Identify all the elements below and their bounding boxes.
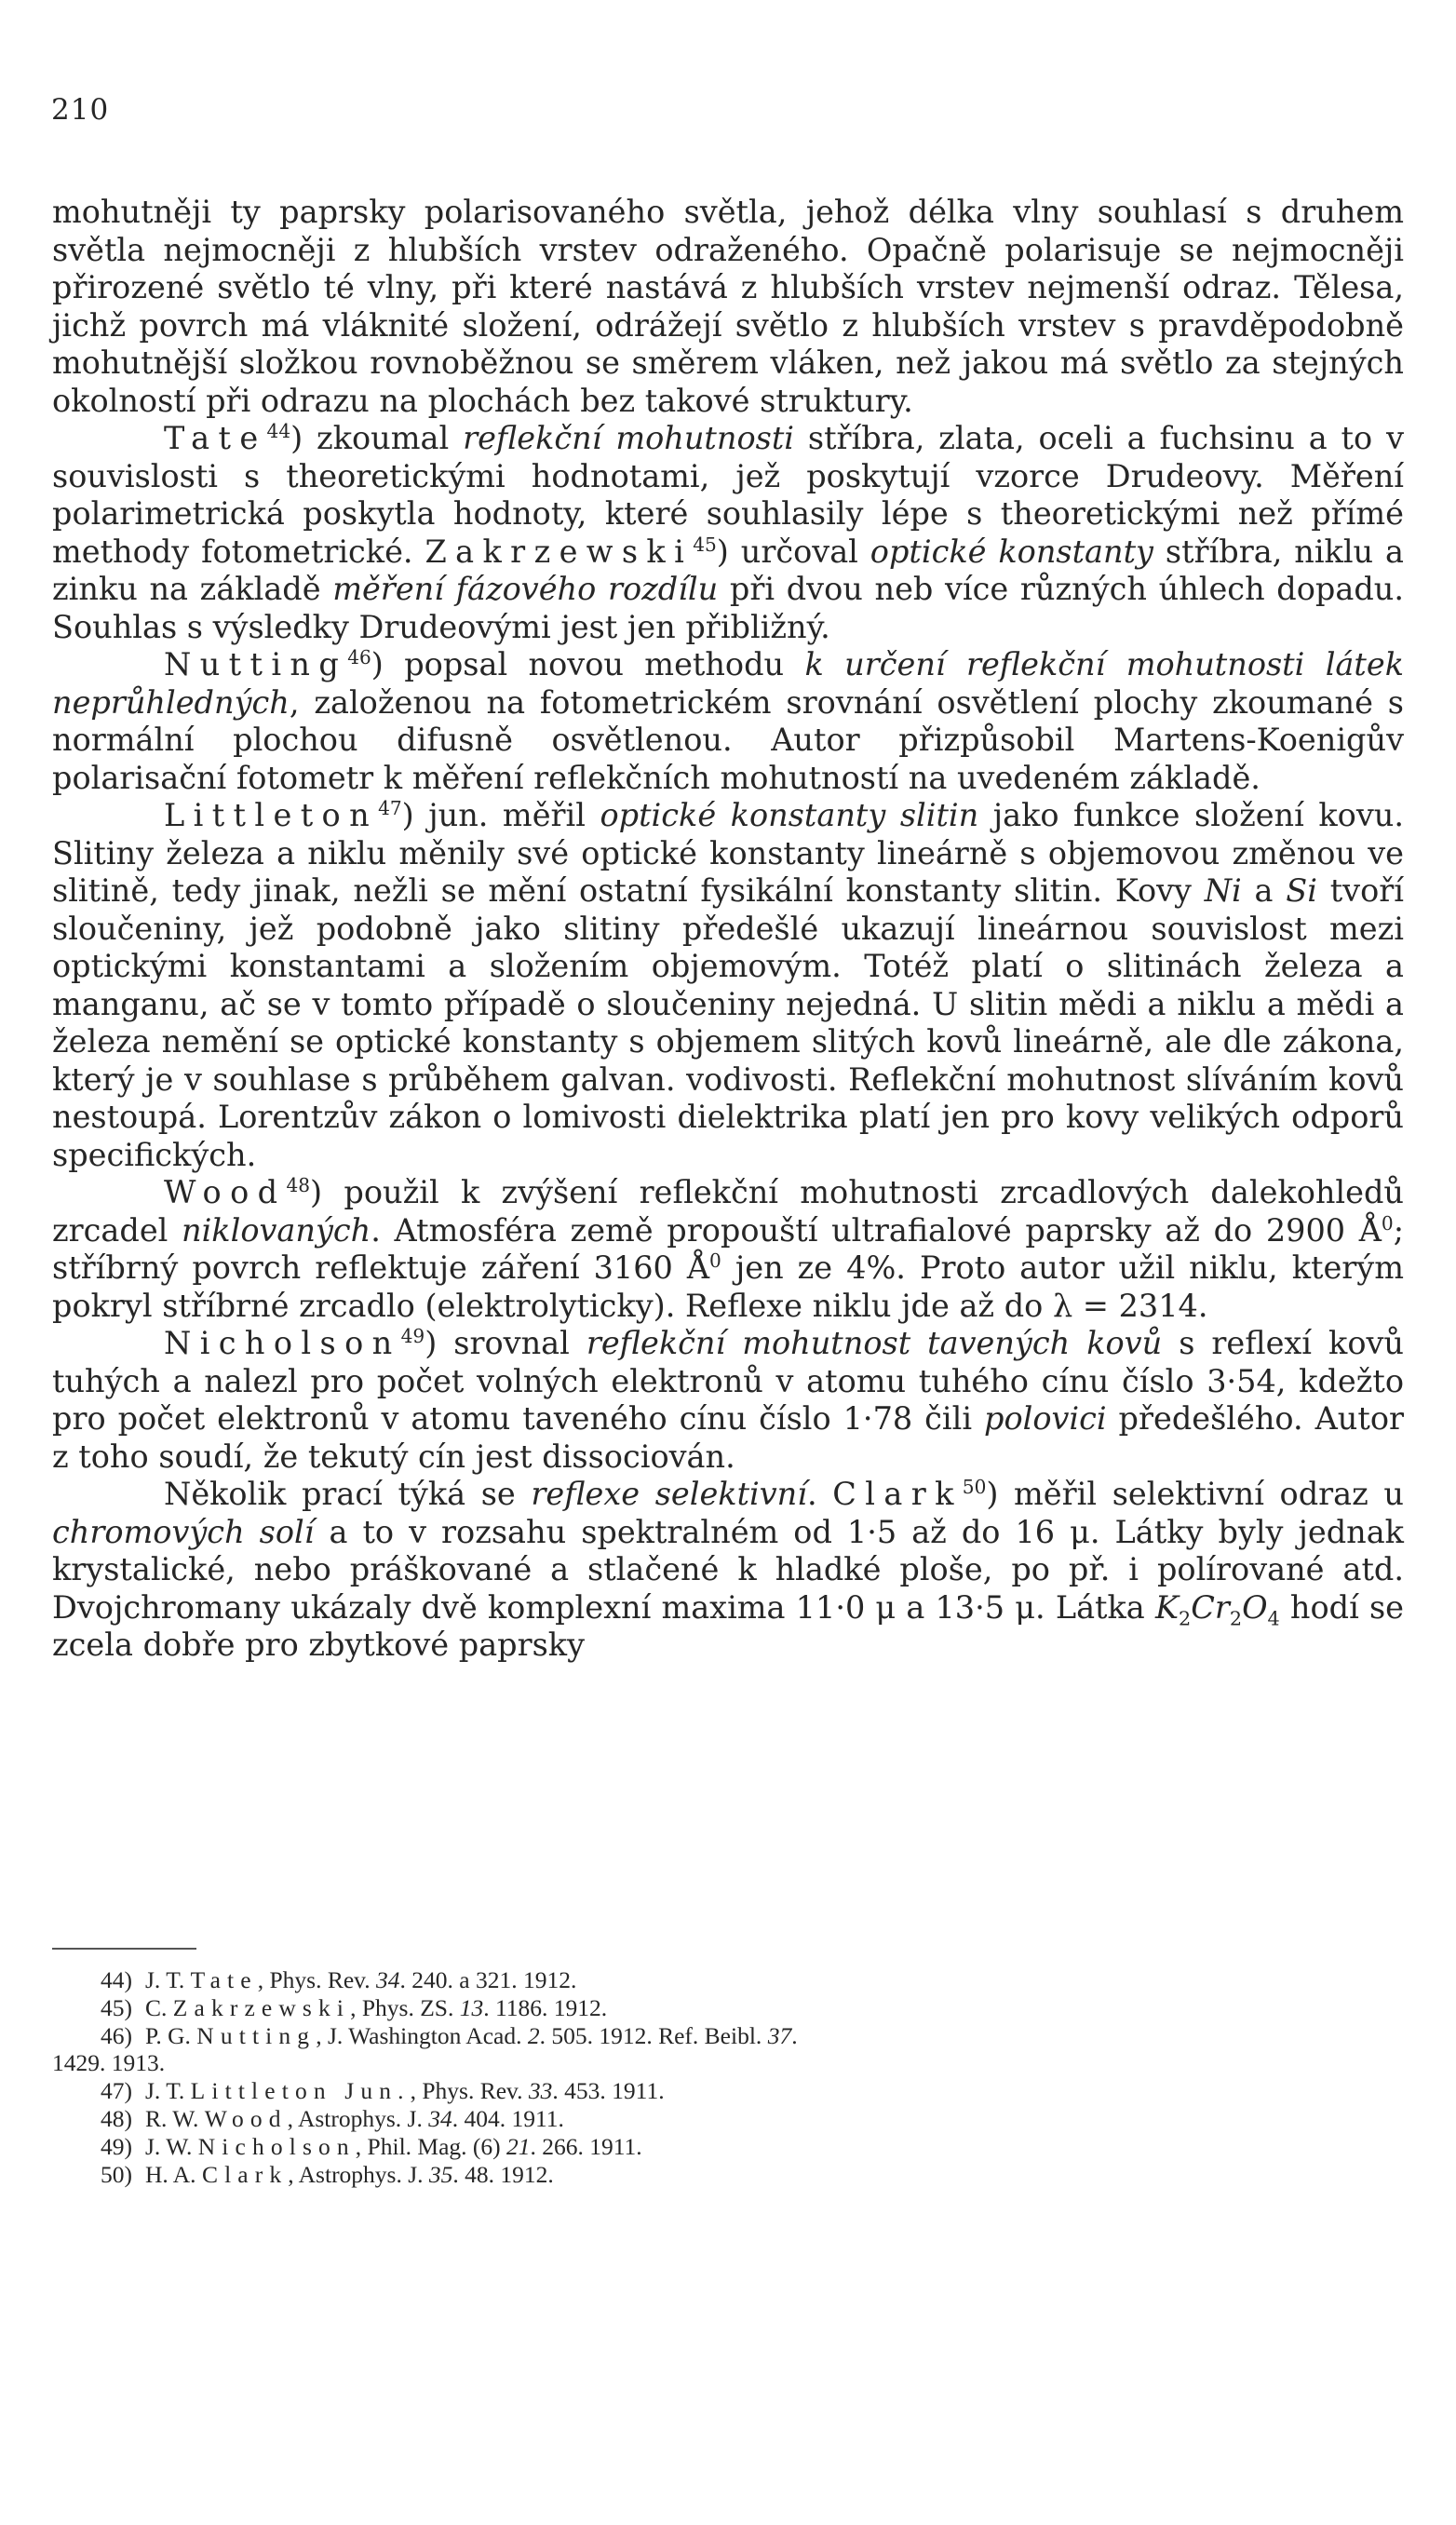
text-run: ) srovnal: [425, 1325, 586, 1361]
text-run: J. T.: [145, 2077, 191, 2105]
text-run: ; stříbrný povrch reflektuje záření 3160 Å: [52, 1211, 1404, 1286]
italic-text: 35: [428, 2160, 453, 2188]
paragraph: [52, 797, 1404, 1174]
subscript: 2: [1229, 1607, 1243, 1630]
text-run: .: [791, 2021, 798, 2049]
footnote: [52, 1994, 1404, 2022]
author-name: Wood: [164, 1174, 287, 1210]
italic-text: O: [1242, 1588, 1268, 1626]
paragraph: [52, 420, 1404, 646]
italic-text: Cr: [1191, 1588, 1230, 1626]
text-run: . 1186. 1912.: [483, 1993, 608, 2021]
footnote: [52, 2105, 1404, 2133]
italic-text: 2: [527, 2021, 540, 2049]
text-run: . 453. 1911.: [552, 2077, 665, 2105]
footnote: [52, 2161, 1404, 2189]
italic-text: optické konstanty: [870, 533, 1153, 570]
footnote-number: 45): [101, 1993, 132, 2021]
italic-text: 34: [428, 2104, 452, 2132]
text-run: ) jun. měřil: [401, 797, 600, 833]
text-run: stříbra, niklu a zinku na základě: [52, 533, 1405, 607]
text-run: , J. Washington Acad.: [316, 2021, 528, 2049]
author-name: Clark: [832, 1476, 963, 1512]
italic-text: Ni: [1204, 872, 1242, 909]
footnote-number: 50): [101, 2160, 132, 2188]
italic-text: niklovaných: [182, 1211, 371, 1249]
text-run: Několik prací týká se: [164, 1476, 532, 1512]
author-name: Littleton Jun.: [190, 2077, 411, 2105]
author-name: Nutting: [164, 646, 348, 682]
text-run: J. T.: [145, 1966, 191, 1993]
text-run: J. W.: [145, 2132, 198, 2160]
paragraph: [52, 1174, 1404, 1325]
footnote-reference: 0: [1381, 1211, 1394, 1235]
italic-text: 33: [528, 2077, 553, 2105]
footnote-reference: 45: [693, 533, 717, 556]
italic-text: k určení reflekční mohutnosti látek neprůhledných: [52, 646, 1404, 721]
text-run: H. A.: [145, 2160, 202, 2188]
italic-text: 21: [506, 2132, 531, 2160]
footnote-divider: [52, 1948, 196, 1950]
text-run: . 266. 1911.: [530, 2132, 642, 2160]
italic-text: 34: [376, 1966, 400, 1993]
page-number: 210: [51, 93, 110, 127]
text-run: a to v rozsahu spektralném od 1·5 až do 16 μ. Látky byly jednak krystalické, nebo práškované a stlačené k hladké ploše, po př. i polírované atd. Dvojchromany ukázaly dvě komplexní maxima 11·0 μ a 13·5 μ. Látka: [52, 1513, 1404, 1626]
author-name: Nutting: [196, 2021, 317, 2049]
footnotes: [52, 1966, 1404, 2188]
footnote: [52, 2077, 1404, 2105]
footnote-reference: 44: [266, 419, 291, 442]
text-run: , založenou na fotometrickém srovnání osvětlení plochy zkoumané s normální plochou difusně osvětlenou. Autor přizpůsobil Martens-Koenigův polarisační fotometr k měření reflekčních mohutností na uvedeném základě.: [52, 683, 1404, 796]
text-run: jen ze 4%. Proto autor užil niklu, kterým pokryl stříbrné zrcadlo (elektrolyticky). Reflexe niklu jde až do λ = 2314.: [52, 1249, 1405, 1324]
footnote-continuation: 1429. 1913.: [52, 2049, 166, 2077]
italic-text: 13: [459, 1993, 484, 2021]
footnote-number: 44): [101, 1966, 132, 1993]
author-name: Zakrzewski: [172, 1993, 351, 2021]
author-name: Tate: [164, 420, 267, 456]
text-run: , Phys. Rev.: [410, 2077, 529, 2105]
footnote-reference: 46: [347, 645, 371, 668]
footnote: [52, 1966, 1404, 1994]
footnote-reference: 49: [400, 1324, 425, 1347]
footnote-reference: 0: [709, 1249, 721, 1272]
text-run: stříbra, zlata, oceli a fuchsinu a to v souvislosti s theoretickými hodnotami, jež poskytují vzorce Drudeovy. Měření polarimetrická poskytla hodnoty, které souhlasily lépe s theoretickými než přímé methody fotometrické.: [52, 420, 1404, 570]
italic-text: polovici: [984, 1400, 1107, 1437]
paragraph: [52, 646, 1404, 797]
footnote: [52, 2022, 1404, 2050]
subscript: 4: [1267, 1607, 1280, 1630]
text-run: , Phys. ZS.: [350, 1993, 460, 2021]
italic-text: K: [1154, 1588, 1179, 1626]
footnote-number: 49): [101, 2132, 132, 2160]
author-name: Wood: [204, 2104, 288, 2132]
paragraph: [52, 1325, 1404, 1476]
footnote-number: 47): [101, 2077, 132, 2105]
text-run: . 48. 1912.: [452, 2160, 554, 2188]
italic-text: měření fázového rozdílu: [332, 571, 719, 607]
text-run: . 240. a 321. 1912.: [399, 1966, 577, 1993]
author-name: Zakrzewski: [425, 533, 694, 570]
text-run: při dvou neb více různých úhlech dopadu. Souhlas s výsledky Drudeovými jest jen přibližný.: [52, 571, 1405, 645]
italic-text: 37: [767, 2021, 792, 2049]
text-run: mohutněji ty paprsky polarisovaného světla, jehož délka vlny souhlasí s druhem světla nejmocněji z hlubších vrstev odraženého. Opačně polarisuje se nejmocněji přirozené světlo té vlny, při které nastává z hlubších vrstev nejmenší odraz. Tělesa, jichž povrch má vláknité složení, odrážejí světlo z hlubších vrstev s pravděpodobně mohutnější složkou rovnoběžnou se směrem vláken, než jakou má světlo za stejných okolností při odrazu na plochách bez takové struktury.: [52, 194, 1404, 419]
text-run: C.: [145, 1993, 173, 2021]
text-run: a: [1241, 872, 1287, 909]
author-name: Tate: [190, 1966, 258, 1993]
footnote-number: 46): [101, 2021, 132, 2049]
text-run: s reflexí kovů tuhých a nalezl pro počet volných elektronů v atomu tuhého cínu číslo 3·54, kdežto pro počet elektronů v atomu taveného cínu číslo 1·78 čili: [52, 1325, 1404, 1437]
paragraph: [52, 1476, 1404, 1665]
author-name: Littleton: [164, 797, 379, 833]
text-run: .: [806, 1476, 833, 1512]
footnote-reference: 47: [378, 796, 402, 819]
text-run: ) zkoumal: [290, 420, 464, 456]
footnote: [52, 2133, 1404, 2161]
body-text: [52, 194, 1404, 1665]
text-run: . Atmosféra země propouští ultrafialové paprsky až do 2900 Å: [371, 1211, 1382, 1249]
text-run: ) určoval: [716, 533, 870, 570]
text-run: jako funkce složení kovu. Slitiny železa a niklu měnily své optické konstanty lineárně s objemovou změnou ve slitině, tedy jinak, nežli se mění ostatní fysikální konstanty slitin. Kovy: [52, 797, 1404, 909]
text-run: . 404. 1911.: [452, 2104, 564, 2132]
author-name: Clark: [201, 2160, 289, 2188]
text-run: , Astrophys. J.: [288, 2160, 429, 2188]
text-run: ) použil k zvýšení reflekční mohutnosti zrcadlových dalekohledů zrcadel: [52, 1174, 1404, 1249]
text-run: R. W.: [145, 2104, 205, 2132]
text-run: ) popsal novou methodu: [371, 646, 805, 682]
italic-text: reflexe selektivní: [531, 1476, 807, 1512]
text-run: . 505. 1912. Ref. Beibl.: [539, 2021, 768, 2049]
text-run: , Phil. Mag. (6): [355, 2132, 506, 2160]
footnote-reference: 48: [286, 1173, 311, 1196]
italic-text: reflekční mohutnosti: [463, 420, 794, 456]
text-run: tvoří sloučeniny, jež podobně jako slitiny předešlé ukazují lineárnou souvislost mezi optickými konstantami a složením objemovým. Totéž platí o slitinách železa a manganu, ač se v tomto případě o sloučeniny nejedná. U slitin mědi a niklu a mědi a železa nemění se optické konstanty s objemem slitých kovů lineárně, ale dle zákona, který je v souhlase s průběhem galvan. vodivosti. Reflekční mohutnost slíváním kovů nestoupá. Lorentzův zákon o lomivosti dielektrika platí jen pro kovy velikých odporů specifických.: [52, 872, 1404, 1173]
author-name: Nicholson: [164, 1325, 401, 1361]
italic-text: optické konstanty slitin: [600, 797, 979, 833]
italic-text: chromových solí: [52, 1513, 315, 1550]
text-run: P. G.: [145, 2021, 197, 2049]
text-run: , Astrophys. J.: [287, 2104, 429, 2132]
italic-text: reflekční mohutnost tavených kovů: [586, 1325, 1163, 1361]
footnote-reference: 50: [962, 1475, 987, 1498]
text-run: ) měřil selektivní odraz u: [986, 1476, 1404, 1512]
footnote-number: 48): [101, 2104, 132, 2132]
italic-text: Si: [1286, 872, 1317, 909]
text-run: předešlého. Autor z toho soudí, že tekutý cín jest dissociován.: [52, 1400, 1404, 1475]
text-run: , Phys. Rev.: [257, 1966, 377, 1993]
author-name: Nicholson: [197, 2132, 356, 2160]
subscript: 2: [1178, 1607, 1192, 1630]
paragraph: [52, 194, 1404, 420]
text-run: hodí se zcela dobře pro zbytkové paprsky: [52, 1588, 1405, 1663]
